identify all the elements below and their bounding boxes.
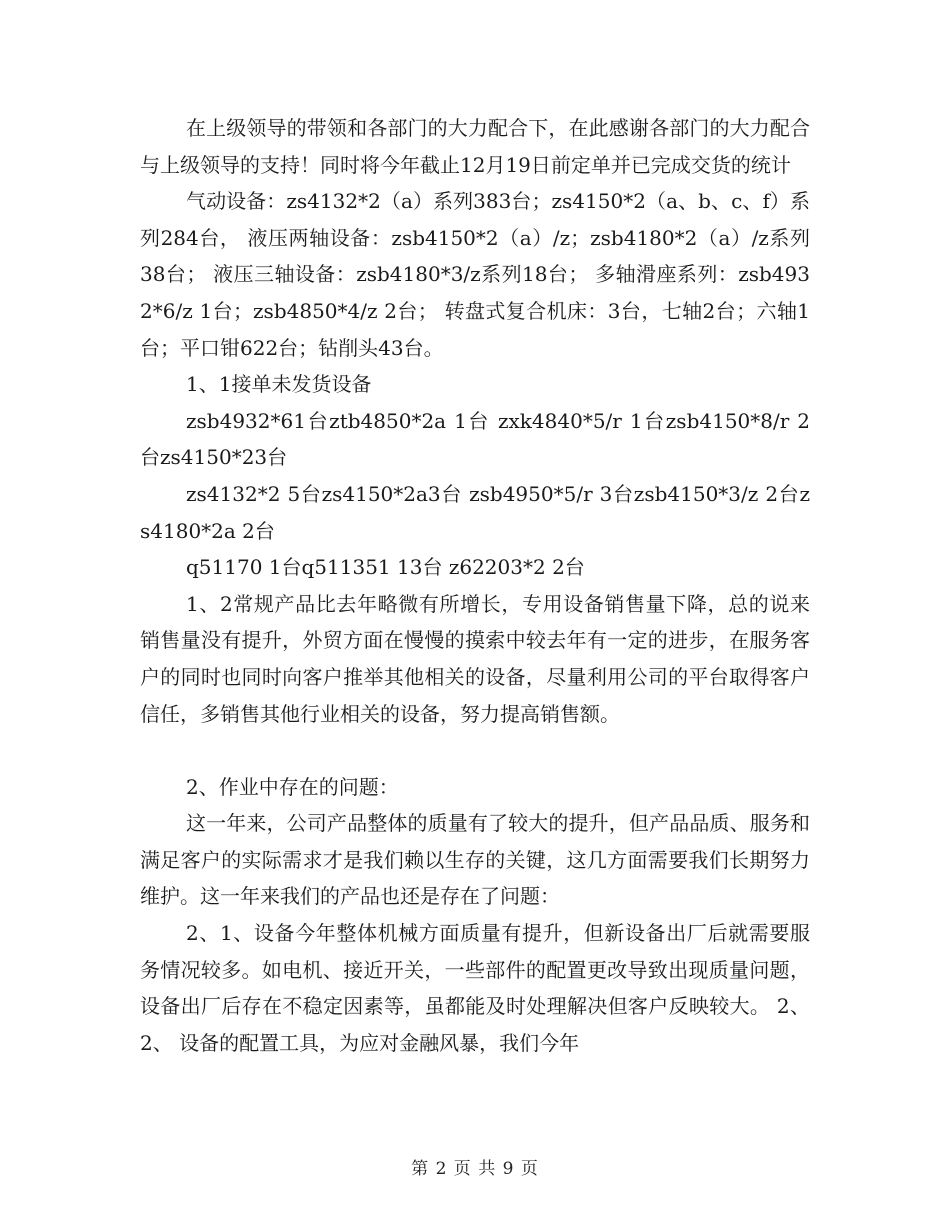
paragraph-sales-summary: 1、2常规产品比去年略微有所增长，专用设备销售量下降，总的说来销售量没有提升，外贸方面在慢慢的摸索中较去年有一定的进步，在服务客户的同时也同时向客户推举其他相关的设备，尽量利用公司的平台取得客户信任，多销售其他行业相关的设备，努力提高销售额。 <box>140 591 810 726</box>
section-heading-unshipped: 1、1接单未发货设备 <box>186 372 372 397</box>
blank-line <box>140 732 810 769</box>
document-body <box>140 110 810 1061</box>
page-number-footer: 第 2 页 共 9 页 <box>411 1159 539 1179</box>
paragraph-equipment-issues: 2、1、设备今年整体机械方面质量有提升，但新设备出厂后就需要服务情况较多。如电机、接近开关，一些部件的配置更改导致出现质量问题，设备出厂后存在不稳定因素等，虽都能及时处理解决但客户反映较大。 2、2、 设备的配置工具，为应对金融风暴，我们今年 <box>140 921 810 1055</box>
unshipped-list-line-1: zsb4932*61台ztb4850*2a 1台 zxk4840*5/r 1台zsb4150*8/r 2台zs4150*23台 <box>140 408 810 470</box>
paragraph-quality-overview: 这一年来，公司产品整体的质量有了较大的提升，但产品品质、服务和满足客户的实际需求才是我们赖以生存的关键，这几方面需要我们长期努力维护。这一年来我们的产品也还是存在了问题： <box>140 811 810 909</box>
unshipped-list-line-3: q51170 1台q511351 13台 z62203*2 2台 <box>186 555 585 580</box>
paragraph-completed-orders: 气动设备：zs4132*2（a）系列383台；zs4150*2（a、b、c、f）系列284台， 液压两轴设备：zsb4150*2（a）/z；zsb4180*2（a）/z系列38台； 液压三轴设备：zsb4180*3/z系列18台； 多轴滑座系列：zsb4932*6/z 1台；zsb4850*4/z 2台； 转盘式复合机床：3台，七轴2台；六轴1台；平口钳622台；钻削头43台。 <box>140 189 810 360</box>
unshipped-list-line-2: zs4132*2 5台zs4150*2a3台 zsb4950*5/r 3台zsb4150*3/z 2台zs4180*2a 2台 <box>140 481 810 543</box>
paragraph-intro: 在上级领导的带领和各部门的大力配合下，在此感谢各部门的大力配合与上级领导的支持！同时将今年截止12月19日前定单并已完成交货的统计 <box>140 116 810 177</box>
section-heading-problems: 2、作业中存在的问题： <box>186 774 399 799</box>
